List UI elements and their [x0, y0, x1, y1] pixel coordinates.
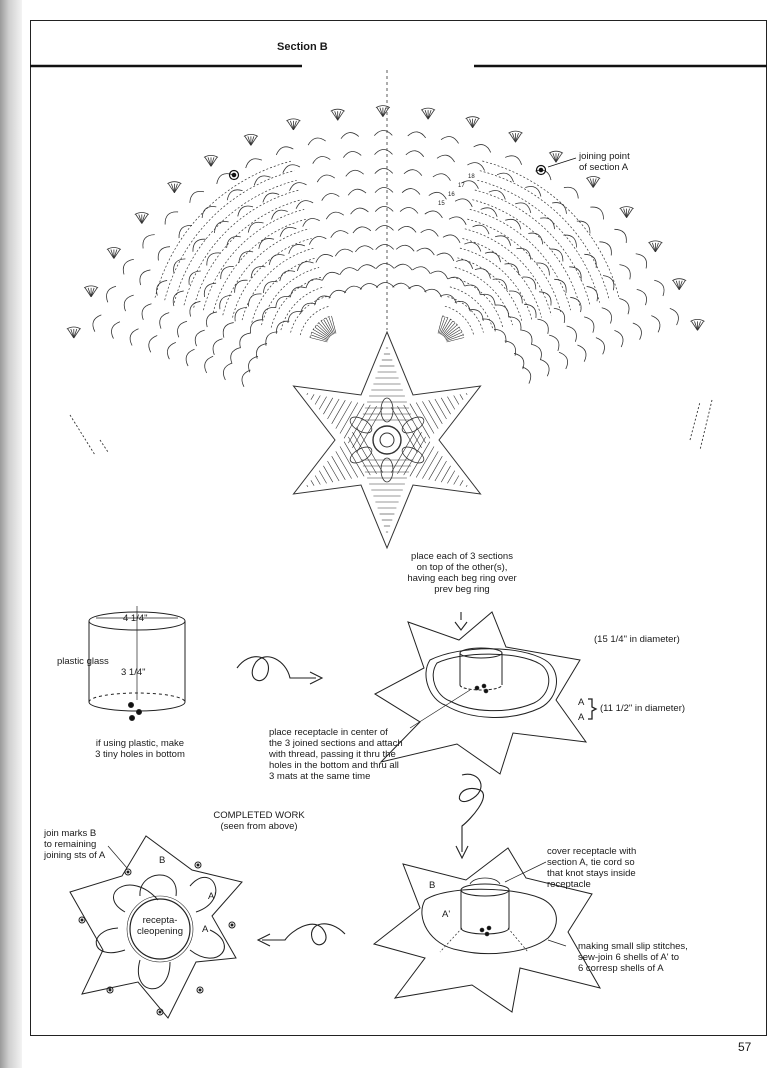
outer-diameter-label: (15 1/4" in diameter) — [594, 634, 680, 645]
cover-receptacle-note: cover receptacle with section A, tie cord so that knot stays inside receptacle — [547, 846, 637, 890]
svg-text:17: 17 — [458, 183, 465, 189]
crochet-chart — [67, 70, 712, 548]
completed-mark-a-prime: A' — [208, 891, 217, 902]
page-number: 57 — [738, 1040, 752, 1054]
svg-text:15: 15 — [438, 201, 445, 207]
section-title: Section B — [277, 41, 328, 53]
svg-text:16: 16 — [448, 192, 455, 198]
glass-top-dimension: 4 1/4" — [123, 613, 148, 624]
cover-mark-b: B — [429, 880, 436, 891]
completed-work-title: COMPLETED WORK (seen from above) — [213, 810, 305, 832]
receptacle-note: place receptacle in center of the 3 joined sections and attach with thread, passing it thru the holes in the bottom and thru all 3 mats at the same time — [269, 727, 403, 782]
stacked-sections-drawing — [375, 612, 596, 774]
joining-point-markers — [230, 158, 577, 180]
joining-point-label: joining point of section A — [579, 151, 630, 173]
glass-height-dimension: 3 1/4" — [121, 667, 146, 678]
receptacle-opening-label: recepta- cleopening — [137, 915, 183, 937]
svg-text:18: 18 — [468, 174, 475, 180]
join-marks-note: join marks B to remaining joining sts of A — [44, 828, 106, 861]
cover-mark-a-prime: A' — [442, 909, 451, 920]
sew-join-note: making small slip stitches, sew-join 6 shells of A' to 6 corresp shells of A — [578, 941, 688, 974]
mark-a-lower: A — [578, 712, 585, 723]
completed-mark-a: A — [202, 924, 209, 935]
inner-diameter-label: (11 1/2" in diameter) — [600, 703, 686, 714]
plastic-glass-label: plastic glass — [57, 656, 109, 667]
glass-note: if using plastic, make 3 tiny holes in bottom — [95, 738, 185, 760]
completed-mark-b: B — [159, 855, 166, 866]
mark-a-upper: A — [578, 697, 585, 708]
place-sections-instruction: place each of 3 sections on top of the other(s), having each beg ring over prev beg ring — [407, 551, 517, 595]
